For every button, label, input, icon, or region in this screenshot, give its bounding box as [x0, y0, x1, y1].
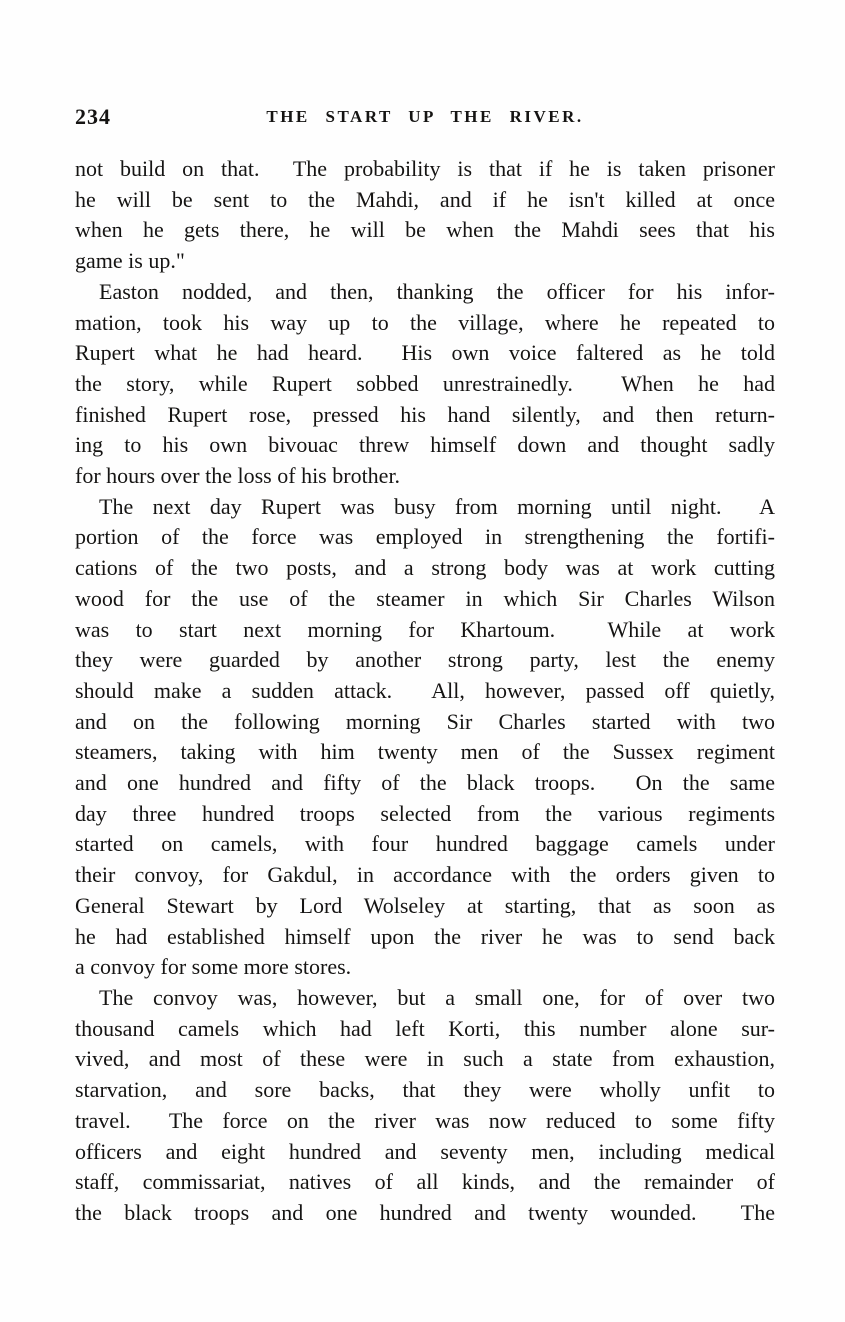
- text-line: wood for the use of the steamer in which Sir Charles Wilson: [75, 585, 775, 611]
- text-line: not build on that. The probability is that if he is taken prisoner: [75, 156, 775, 181]
- text-line: when he gets there, he will be when the Mahdi sees that his: [75, 217, 775, 243]
- text-line: Easton nodded, and then, thanking the officer for his infor-: [99, 278, 775, 304]
- text-line: travel. The force on the river was now reduced to some fifty: [75, 1107, 775, 1133]
- text-line: should make a sudden attack. All, however, passed off quietly,: [75, 677, 775, 703]
- text-line: Rupert what he had heard. His own voice faltered as he told: [75, 340, 775, 366]
- text-line: day three hundred troops selected from the various regiments: [75, 800, 775, 826]
- text-line: portion of the force was employed in strengthening the fortifi-: [75, 524, 775, 550]
- page-number: 234: [75, 104, 111, 129]
- page-header: [75, 104, 775, 130]
- page-body: [75, 154, 775, 1229]
- text-line: starvation, and sore backs, that they were wholly unfit to: [75, 1077, 775, 1103]
- text-line: officers and eight hundred and seventy men, including medical: [75, 1138, 775, 1164]
- text-line: they were guarded by another strong party, lest the enemy: [75, 647, 775, 673]
- text-line: cations of the two posts, and a strong body was at work cutting: [75, 555, 775, 581]
- text-line: staff, commissariat, natives of all kinds, and the remainder of: [75, 1169, 775, 1195]
- text-line: he had established himself upon the river he was to send back: [75, 923, 775, 949]
- text-line: vived, and most of these were in such a state from exhaustion,: [75, 1046, 775, 1072]
- text-line: their convoy, for Gakdul, in accordance with the orders given to: [75, 862, 775, 888]
- text-line: General Stewart by Lord Wolseley at starting, that as soon as: [75, 892, 775, 918]
- text-line: The next day Rupert was busy from morning until night. A: [99, 493, 775, 519]
- text-line: a convoy for some more stores.: [75, 954, 352, 980]
- text-line: ing to his own bivouac threw himself down and thought sadly: [75, 432, 775, 458]
- text-line: and one hundred and fifty of the black troops. On the same: [75, 770, 775, 796]
- text-line: he will be sent to the Mahdi, and if he isn't killed at once: [75, 186, 775, 212]
- running-head: THE START UP THE RIVER.: [266, 107, 584, 126]
- text-line: the story, while Rupert sobbed unrestrainedly. When he had: [75, 370, 775, 396]
- text-line: and on the following morning Sir Charles started with two: [75, 708, 775, 734]
- text-line: game is up.": [75, 248, 185, 274]
- text-line: thousand camels which had left Korti, this number alone sur-: [75, 1015, 775, 1041]
- text-line: steamers, taking with him twenty men of the Sussex regiment: [75, 739, 775, 765]
- text-line: started on camels, with four hundred baggage camels under: [75, 831, 775, 857]
- text-line: the black troops and one hundred and twenty wounded. The: [75, 1199, 775, 1225]
- text-line: for hours over the loss of his brother.: [75, 463, 401, 489]
- text-line: finished Rupert rose, pressed his hand silently, and then return-: [75, 401, 775, 427]
- text-line: was to start next morning for Khartoum. While at work: [75, 616, 775, 642]
- text-line: The convoy was, however, but a small one, for of over two: [99, 984, 775, 1010]
- text-line: mation, took his way up to the village, where he repeated to: [75, 309, 775, 335]
